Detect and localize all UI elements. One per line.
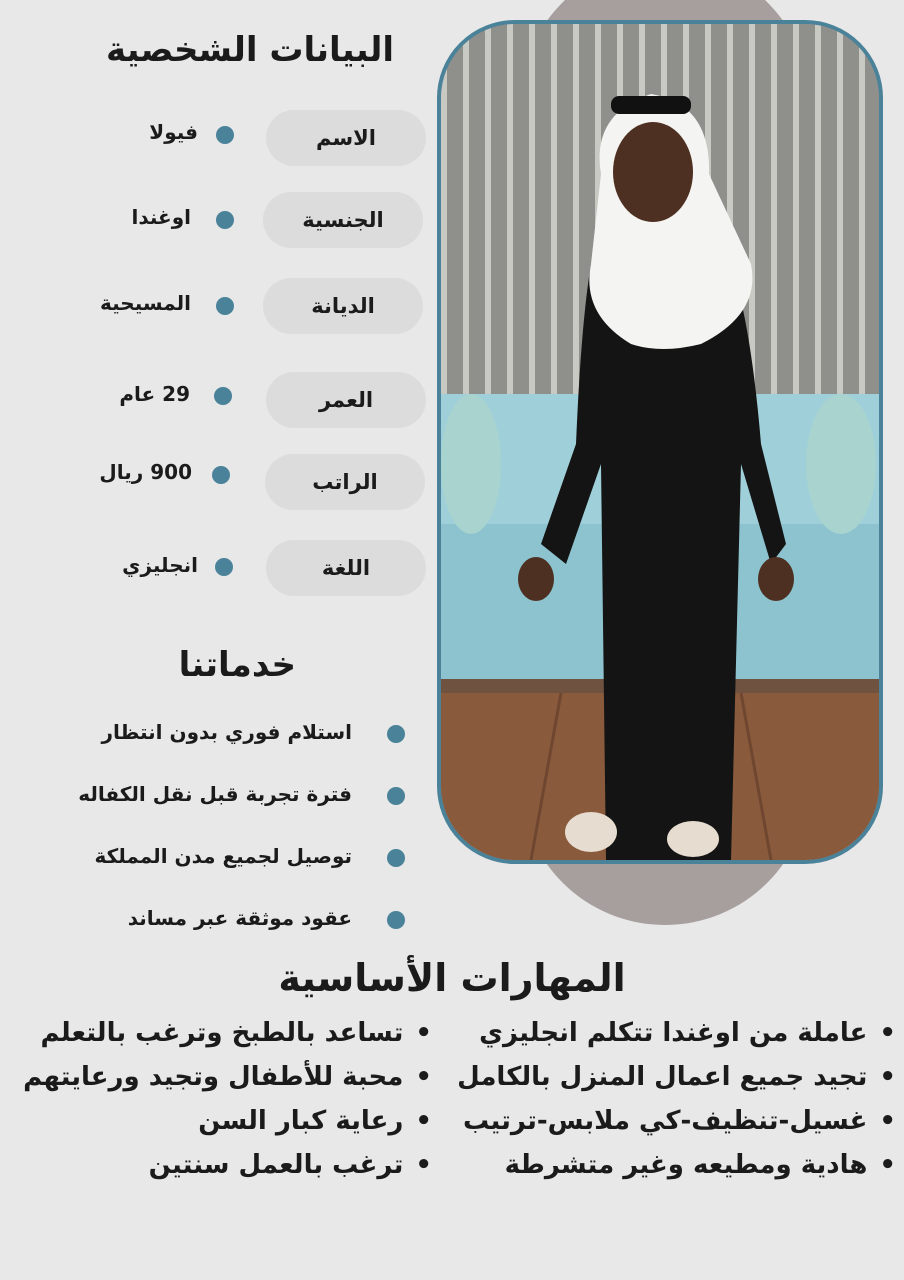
bullet-dot: • xyxy=(415,1150,432,1180)
skill-text: عاملة من اوغندا تتكلم انجليزي xyxy=(479,1018,868,1048)
personal-info-title: البيانات الشخصية xyxy=(105,30,394,70)
skill-text: تجيد جميع اعمال المنزل بالكامل xyxy=(457,1062,868,1092)
service-item: عقود موثقة عبر مساند xyxy=(127,906,352,930)
skill-item xyxy=(479,1018,896,1048)
bullet-dot xyxy=(215,558,233,576)
field-label-name: الاسم xyxy=(266,110,426,166)
bullet-dot xyxy=(387,849,405,867)
skill-text: ترغب بالعمل سنتين xyxy=(148,1150,404,1180)
service-item: توصيل لجميع مدن المملكة xyxy=(94,844,352,868)
bullet-dot: • xyxy=(415,1106,432,1136)
field-value-language: انجليزي xyxy=(122,553,198,577)
skill-text: تساعد بالطبخ وترغب بالتعلم xyxy=(40,1018,404,1048)
bullet-dot: • xyxy=(879,1062,896,1092)
bullet-dot xyxy=(387,787,405,805)
bullet-dot xyxy=(214,387,232,405)
skill-text: رعاية كبار السن xyxy=(198,1106,404,1136)
bullet-dot xyxy=(212,466,230,484)
field-label-religion: الديانة xyxy=(263,278,423,334)
field-value-salary: 900 ريال xyxy=(99,460,192,484)
field-label-salary: الراتب xyxy=(265,454,425,510)
field-label-age: العمر xyxy=(266,372,426,428)
skill-item xyxy=(505,1150,896,1180)
service-item: فترة تجربة قبل نقل الكفاله xyxy=(78,782,352,806)
field-value-age: 29 عام xyxy=(119,382,190,406)
bullet-dot xyxy=(216,211,234,229)
bullet-dot: • xyxy=(415,1018,432,1048)
skill-item xyxy=(463,1106,896,1136)
bullet-dot: • xyxy=(879,1106,896,1136)
skill-item xyxy=(198,1106,432,1136)
bullet-dot xyxy=(387,725,405,743)
field-value-nationality: اوغندا xyxy=(131,205,191,229)
bullet-dot: • xyxy=(879,1150,896,1180)
service-item: استلام فوري بدون انتظار xyxy=(101,720,352,744)
services-title: خدماتنا xyxy=(178,645,296,685)
bullet-dot: • xyxy=(415,1062,432,1092)
worker-photo xyxy=(437,20,883,864)
bullet-dot xyxy=(216,126,234,144)
skill-text: هادية ومطيعه وغير متشرطة xyxy=(504,1150,868,1180)
skill-item xyxy=(23,1062,432,1092)
bullet-dot xyxy=(387,911,405,929)
skill-text: غسيل-تنظيف-كي ملابس-ترتيب xyxy=(463,1106,868,1136)
skill-item xyxy=(41,1018,432,1048)
field-label-language: اللغة xyxy=(266,540,426,596)
field-label-nationality: الجنسية xyxy=(263,192,423,248)
worker-photo-illustration xyxy=(441,24,879,860)
skill-text: محبة للأطفال وتجيد ورعايتهم xyxy=(23,1062,404,1092)
bullet-dot xyxy=(216,297,234,315)
bullet-dot: • xyxy=(879,1018,896,1048)
skill-item xyxy=(457,1062,896,1092)
field-value-religion: المسيحية xyxy=(100,291,191,315)
field-value-name: فيولا xyxy=(149,120,198,144)
skill-item xyxy=(149,1150,432,1180)
skills-title: المهارات الأساسية xyxy=(278,956,626,1000)
